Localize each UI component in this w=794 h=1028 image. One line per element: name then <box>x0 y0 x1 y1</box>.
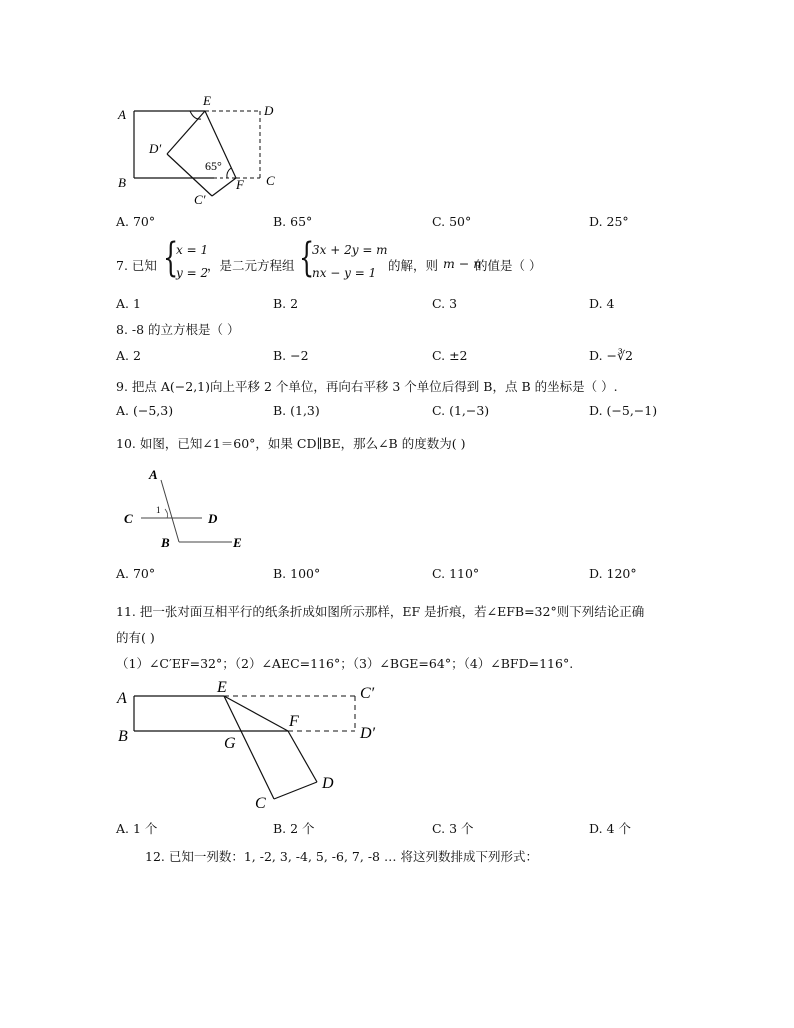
q6-label-dp: D′ <box>149 141 162 156</box>
q7-option-b: B. 2 <box>273 296 299 311</box>
q10-text: 10. 如图，已知∠1＝60°，如果 CD∥BE，那么∠B 的度数为( ) <box>116 436 466 451</box>
q8-option-b: B. −2 <box>273 348 309 363</box>
q9-option-b: B. (1,3) <box>273 403 320 418</box>
q7-brace-1: { <box>163 235 179 281</box>
q6-option-d: D. 25° <box>589 214 629 229</box>
q7-suffix-a: 的解，则 <box>388 258 439 273</box>
q6-label-a: A <box>118 107 126 122</box>
q6-option-c: C. 50° <box>432 214 472 229</box>
q10-figure <box>116 462 256 554</box>
q8-text: 8. -8 的立方根是（ ） <box>116 322 240 337</box>
q11-option-d: D. 4 个 <box>589 821 631 836</box>
q6-option-a: A. 70° <box>116 214 156 229</box>
q10-label-e: E <box>233 535 242 550</box>
q10-option-a: A. 70° <box>116 566 156 581</box>
q11-label-d: D <box>322 775 334 792</box>
q6-angle-label: 65° <box>205 159 222 173</box>
q7-suffix-b: 的值是（ ） <box>475 258 542 273</box>
q7-option-d: D. 4 <box>589 296 615 311</box>
q10-label-c: C <box>124 511 133 526</box>
q8-option-c: C. ±2 <box>432 348 468 363</box>
q7-middle: ，是二元方程组 <box>207 258 295 273</box>
q6-label-e: E <box>203 93 211 108</box>
q6-label-c: C <box>266 173 275 188</box>
q9-option-c: C. (1,−3) <box>432 403 490 418</box>
q11-label-b: B <box>118 728 128 745</box>
q11-label-c: C <box>255 795 266 812</box>
q7-eq1: 3x + 2y = m <box>312 243 388 257</box>
q7-brace-2: { <box>299 235 315 281</box>
q12-text: 12. 已知一列数：1, -2, 3, -4, 5, -6, 7, -8 … 将这列数排成下列形式： <box>145 849 538 864</box>
q6-option-b: B. 65° <box>273 214 313 229</box>
q7-sol-x: x = 1 <box>176 243 209 257</box>
q6-label-d: D <box>264 103 274 118</box>
q7-eq2: nx − y = 1 <box>312 266 377 280</box>
q7-sol-y: y = 2 <box>176 266 209 280</box>
q6-label-f: F <box>236 177 244 192</box>
q11-label-e: E <box>217 679 227 696</box>
q10-label-one: 1 <box>156 505 161 515</box>
q9-option-a: A. (−5,3) <box>116 403 174 418</box>
q11-line-3: （1）∠C′EF=32°；（2）∠AEC=116°；（3）∠BGE=64°；（4）∠BFD=116°. <box>116 656 574 671</box>
q11-option-a: A. 1 个 <box>116 821 158 836</box>
q7-option-c: C. 3 <box>432 296 458 311</box>
q11-label-a: A <box>117 690 127 707</box>
q11-option-c: C. 3 个 <box>432 821 474 836</box>
q7-option-a: A. 1 <box>116 296 141 311</box>
q10-label-a: A <box>149 467 158 482</box>
q10-label-b: B <box>161 535 170 550</box>
q9-text: 9. 把点 A(−2,1)向上平移 2 个单位，再向右平移 3 个单位后得到 B，点 B 的坐标是（ ）. <box>116 379 618 394</box>
q7-prefix: 7. 已知 <box>116 258 157 273</box>
q6-figure <box>112 92 292 212</box>
q11-label-dp: D′ <box>360 725 376 742</box>
q8-option-a: A. 2 <box>116 348 141 363</box>
q7-expr: m − n <box>443 256 482 271</box>
q10-option-c: C. 110° <box>432 566 480 581</box>
q11-option-b: B. 2 个 <box>273 821 315 836</box>
q11-figure <box>112 674 402 814</box>
q6-label-b: B <box>118 175 126 190</box>
q9-option-d: D. (−5,−1) <box>589 403 658 418</box>
q11-line-1: 11. 把一张对面互相平行的纸条折成如图所示那样，EF 是折痕，若∠EFB=32°则下列结论正确 <box>116 604 645 619</box>
q6-label-cp: C′ <box>194 192 206 207</box>
q11-line-2: 的有( ) <box>116 630 155 645</box>
q11-label-g: G <box>224 735 236 752</box>
q11-label-f: F <box>289 713 299 730</box>
q10-option-d: D. 120° <box>589 566 637 581</box>
q8-option-d: D. −∛2 <box>589 348 633 363</box>
q10-label-d: D <box>208 511 218 526</box>
q10-option-b: B. 100° <box>273 566 321 581</box>
q11-label-cp: C′ <box>360 685 375 702</box>
